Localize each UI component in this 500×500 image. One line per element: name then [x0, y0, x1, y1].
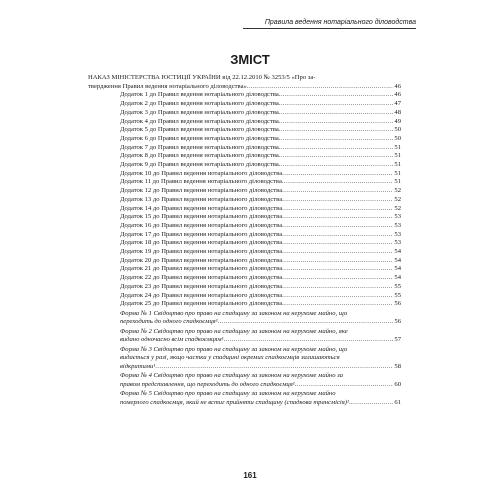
toc-entry-appendix[interactable] [88, 231, 401, 240]
toc-page-number: 58 [394, 362, 401, 370]
toc-entry-text: Форма № 2 Свідоцтво про право на спадщину за законом на нерухоме майно, яке [120, 327, 348, 335]
toc-entry-text: переходить до одного спадкоємця¹ [120, 318, 218, 326]
toc-entry-text: Додаток 21 до Правил ведення нотаріального діловодства [120, 265, 283, 273]
toc-leader-dots [282, 205, 393, 214]
toc-entry-appendix[interactable] [88, 292, 401, 301]
toc-page-number: 55 [394, 291, 401, 299]
toc-entry-appendix[interactable] [88, 135, 401, 144]
form-list [88, 310, 401, 408]
toc-entry-text: Додаток 7 до Правил ведення нотаріального діловодства [120, 143, 279, 151]
toc-entry-text: Форма № 4 Свідоцтво про право на спадщину за законом на нерухоме майно за [120, 372, 344, 380]
toc-leader-dots [282, 248, 393, 257]
toc-page-number: 60 [394, 380, 401, 388]
toc-entry-text: Додаток 8 до Правил ведення нотаріального діловодства [120, 152, 279, 160]
toc-leader-dots [349, 399, 393, 408]
toc-leader-dots [282, 231, 393, 240]
toc-entry-text: Додаток 23 до Правил ведення нотаріального діловодства [120, 282, 283, 290]
toc-leader-dots [282, 222, 393, 231]
toc-entry-text: Додаток 4 до Правил ведення нотаріального діловодства [120, 117, 279, 125]
toc-entry-appendix[interactable] [88, 126, 401, 135]
toc-entry-text: Додаток 14 до Правил ведення нотаріального діловодства [120, 204, 283, 212]
toc-leader-dots [282, 170, 393, 179]
toc-page-number: 61 [394, 398, 401, 406]
page-title: ЗМІСТ [230, 52, 270, 67]
toc-page-number: 53 [394, 221, 401, 229]
toc-page-number: 53 [394, 239, 401, 247]
toc-entry-appendix[interactable] [88, 152, 401, 161]
header-rule [243, 28, 416, 29]
toc-page-number: 54 [394, 265, 401, 273]
toc-entry-appendix[interactable] [88, 213, 401, 222]
toc-leader-dots [279, 118, 394, 127]
toc-entry-text: Додаток 3 до Правил ведення нотаріального діловодства [120, 108, 279, 116]
toc-entry-text: Додаток 18 до Правил ведення нотаріального діловодства [120, 239, 283, 247]
toc-entry-text: Додаток 11 до Правил ведення нотаріального діловодства [120, 178, 282, 186]
toc-leader-dots [247, 83, 394, 92]
toc-entry-form[interactable] [88, 310, 401, 327]
toc-entry-text: твердження Правил ведення нотаріального діловодства» [88, 82, 247, 90]
toc-page-number: 53 [394, 230, 401, 238]
toc-entry-text: Додаток 24 до Правил ведення нотаріального діловодства [120, 291, 283, 299]
toc-entry-text: Додаток 9 до Правил ведення нотаріального діловодства [120, 161, 279, 169]
toc-page-number: 52 [394, 187, 401, 195]
toc-leader-dots [282, 257, 393, 266]
toc-leader-dots [218, 318, 394, 327]
toc-entry-appendix[interactable] [88, 91, 401, 100]
toc-leader-dots [282, 283, 393, 292]
toc-entry-appendix[interactable] [88, 300, 401, 309]
toc-leader-dots [295, 381, 394, 390]
toc-page-number: 49 [394, 117, 401, 125]
toc-page-number: 53 [394, 213, 401, 221]
toc-entry-text: Форма № 3 Свідоцтво про право на спадщину за законом на нерухоме майно, що [120, 345, 348, 353]
toc-entry-text: правом представлення, що переходить до одного спадкоємця¹ [120, 380, 295, 388]
toc-leader-dots [279, 152, 394, 161]
toc-page-number: 52 [394, 195, 401, 203]
toc-entry-text: видано одночасно всім спадкоємцям¹ [120, 336, 224, 344]
toc-entry-form[interactable] [88, 346, 401, 372]
appendix-list [88, 91, 401, 309]
toc-page-number: 54 [394, 274, 401, 282]
toc-entry-appendix[interactable] [88, 222, 401, 231]
toc-page-number: 51 [394, 152, 401, 160]
toc-page-number: 47 [394, 100, 401, 108]
toc-entry-appendix[interactable] [88, 283, 401, 292]
toc-leader-dots [282, 239, 393, 248]
toc-page-number: 54 [394, 248, 401, 256]
toc-entry-appendix[interactable] [88, 109, 401, 118]
toc-entry-appendix[interactable] [88, 178, 401, 187]
table-of-contents [88, 74, 401, 408]
toc-entry-text: Додаток 12 до Правил ведення нотаріального діловодства [120, 187, 283, 195]
toc-leader-dots [282, 187, 393, 196]
toc-leader-dots [155, 363, 393, 372]
toc-page-number: 46 [394, 82, 401, 90]
toc-entry-appendix[interactable] [88, 144, 401, 153]
toc-leader-dots [279, 161, 394, 170]
toc-leader-dots [282, 274, 393, 283]
toc-entry-text: Додаток 17 до Правил ведення нотаріального діловодства [120, 230, 283, 238]
toc-page-number: 56 [394, 300, 401, 308]
toc-entry-appendix[interactable] [88, 100, 401, 109]
toc-entry-form[interactable] [88, 372, 401, 389]
toc-entry-text: Додаток 5 до Правил ведення нотаріального діловодства [120, 126, 279, 134]
toc-entry-text: Форма № 5 Свідоцтво про право на спадщину за законом на нерухоме майно [120, 390, 336, 398]
toc-leader-dots [279, 91, 394, 100]
toc-entry-appendix[interactable] [88, 161, 401, 170]
toc-entry-text: померлого спадкоємця, який не встиг прийняти спадщину (спадкова трансмісія)¹ [120, 398, 349, 406]
toc-entry-text: Додаток 2 до Правил ведення нотаріального діловодства [120, 100, 279, 108]
toc-entry-order[interactable] [88, 74, 401, 91]
toc-entry-form[interactable] [88, 390, 401, 407]
toc-entry-appendix[interactable] [88, 118, 401, 127]
toc-entry-appendix[interactable] [88, 257, 401, 266]
toc-entry-text: Додаток 16 до Правил ведення нотаріального діловодства [120, 221, 283, 229]
toc-page-number: 51 [394, 169, 401, 177]
toc-entry-text: Форма № 1 Свідоцтво про право на спадщину за законом на нерухоме майно, що [120, 309, 348, 317]
running-head: Правила ведення нотаріального діловодства [264, 19, 416, 26]
toc-entry-appendix[interactable] [88, 170, 401, 179]
toc-entry-form[interactable] [88, 328, 401, 345]
toc-entry-text: Додаток 25 до Правил ведення нотаріального діловодства [120, 300, 283, 308]
toc-entry-appendix[interactable] [88, 248, 401, 257]
toc-page-number: 54 [394, 256, 401, 264]
toc-page-number: 52 [394, 204, 401, 212]
toc-page-number: 48 [394, 108, 401, 116]
toc-entry-text: Додаток 1 до Правил ведення нотаріального діловодства [120, 91, 279, 99]
toc-leader-dots [282, 300, 393, 309]
toc-entry-text: Додаток 10 до Правил ведення нотаріального діловодства [120, 169, 283, 177]
toc-entry-appendix[interactable] [88, 274, 401, 283]
toc-entry-appendix[interactable] [88, 239, 401, 248]
toc-entry-appendix[interactable] [88, 265, 401, 274]
toc-entry-appendix[interactable] [88, 187, 401, 196]
toc-page-number: 51 [394, 178, 401, 186]
toc-entry-text: Додаток 20 до Правил ведення нотаріального діловодства [120, 256, 283, 264]
toc-page-number: 51 [394, 143, 401, 151]
page-number: 161 [243, 471, 257, 480]
toc-leader-dots [282, 265, 393, 274]
toc-leader-dots [279, 126, 394, 135]
toc-leader-dots [279, 109, 394, 118]
toc-entry-text: НАКАЗ МІНІСТЕРСТВА ЮСТИЦІЇ УКРАЇНИ від 22.12.2010 № 3253/5 «Про за- [88, 74, 316, 81]
toc-leader-dots [282, 213, 393, 222]
toc-page-number: 46 [394, 91, 401, 99]
toc-entry-text: Додаток 13 до Правил ведення нотаріального діловодства [120, 195, 283, 203]
toc-entry-text: Додаток 22 до Правил ведення нотаріального діловодства [120, 274, 283, 282]
toc-page-number: 50 [394, 134, 401, 142]
toc-entry-text: Додаток 15 до Правил ведення нотаріального діловодства [120, 213, 283, 221]
toc-leader-dots [282, 178, 394, 187]
toc-entry-appendix[interactable] [88, 205, 401, 214]
toc-page-number: 51 [394, 161, 401, 169]
toc-leader-dots [279, 135, 394, 144]
toc-entry-text: Додаток 6 до Правил ведення нотаріального діловодства [120, 134, 279, 142]
toc-leader-dots [282, 196, 393, 205]
toc-leader-dots [279, 144, 394, 153]
toc-entry-text: видається у разі, якщо частки у спадщині окремих спадкоємців залишаються [120, 354, 340, 362]
toc-page-number: 56 [394, 318, 401, 326]
toc-entry-text: Додаток 19 до Правил ведення нотаріального діловодства [120, 248, 283, 256]
toc-page-number: 57 [394, 336, 401, 344]
toc-page-number: 55 [394, 282, 401, 290]
toc-entry-text: відкритими¹ [120, 362, 156, 370]
toc-leader-dots [224, 336, 394, 345]
toc-entry-appendix[interactable] [88, 196, 401, 205]
toc-page-number: 50 [394, 126, 401, 134]
toc-leader-dots [279, 100, 394, 109]
toc-leader-dots [282, 292, 393, 301]
